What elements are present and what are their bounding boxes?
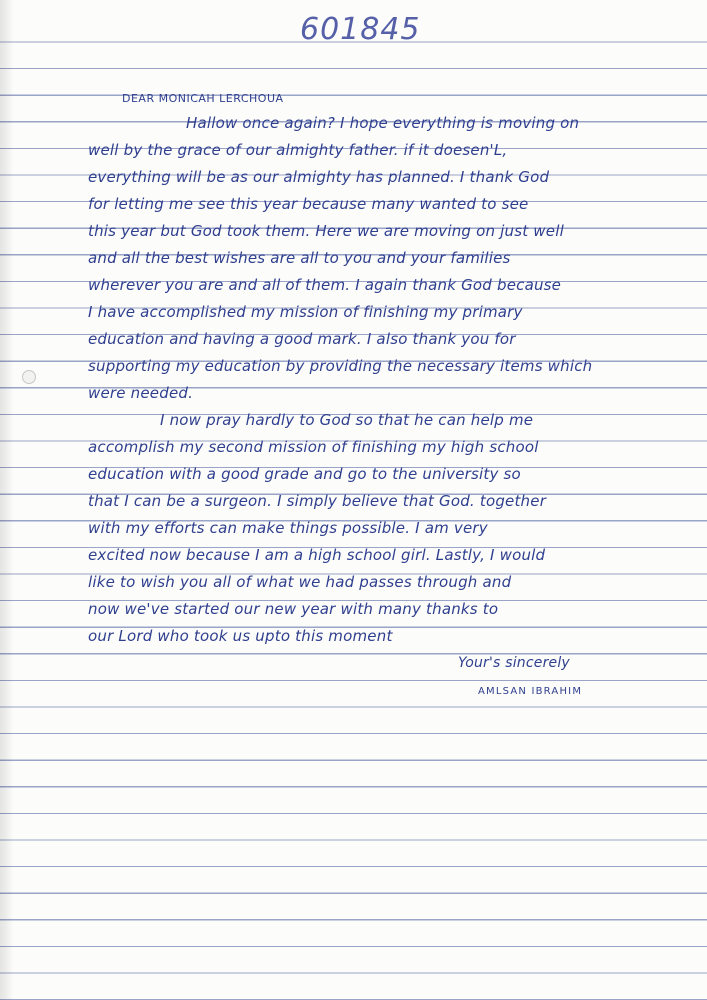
letter-line: and all the best wishes are all to you and your families xyxy=(88,249,511,267)
letter-line: supporting my education by providing the necessary items which xyxy=(88,357,593,375)
binder-hole xyxy=(22,370,36,384)
letter-line: like to wish you all of what we had passes through and xyxy=(88,573,512,591)
letter-line: wherever you are and all of them. I again thank God because xyxy=(88,276,562,294)
letter-line: Hallow once again? I hope everything is moving on xyxy=(186,114,580,132)
letter-line: with my efforts can make things possible. I am very xyxy=(88,519,488,537)
letter-line: accomplish my second mission of finishing my high school xyxy=(88,438,539,456)
letter-line: now we've started our new year with many thanks to xyxy=(88,600,499,618)
letter-line: education with a good grade and go to the university so xyxy=(88,465,521,483)
letter-line: I have accomplished my mission of finishing my primary xyxy=(88,303,523,321)
letter-line: for letting me see this year because many wanted to see xyxy=(88,195,529,213)
reference-number: 601845 xyxy=(300,12,421,47)
letter-line: I now pray hardly to God so that he can help me xyxy=(160,411,534,429)
letter-line: that I can be a surgeon. I simply believe that God. together xyxy=(88,492,547,510)
closing: Your's sincerely xyxy=(458,655,570,671)
letter-line: well by the grace of our almighty father. if it doesen'L, xyxy=(88,141,508,159)
letter-line: everything will be as our almighty has planned. I thank God xyxy=(88,168,550,186)
letter-line: this year but God took them. Here we are moving on just well xyxy=(88,222,564,240)
page-edge-shadow xyxy=(0,0,14,1000)
salutation: DEAR MONICAH LERCHOUA xyxy=(122,92,284,105)
letter-line: were needed. xyxy=(88,384,194,402)
letter-line: our Lord who took us upto this moment xyxy=(88,627,393,645)
signature: AMLSAN IBRAHIM xyxy=(478,686,583,697)
letter-line: education and having a good mark. I also thank you for xyxy=(88,330,516,348)
letter-line: excited now because I am a high school girl. Lastly, I would xyxy=(88,546,546,564)
